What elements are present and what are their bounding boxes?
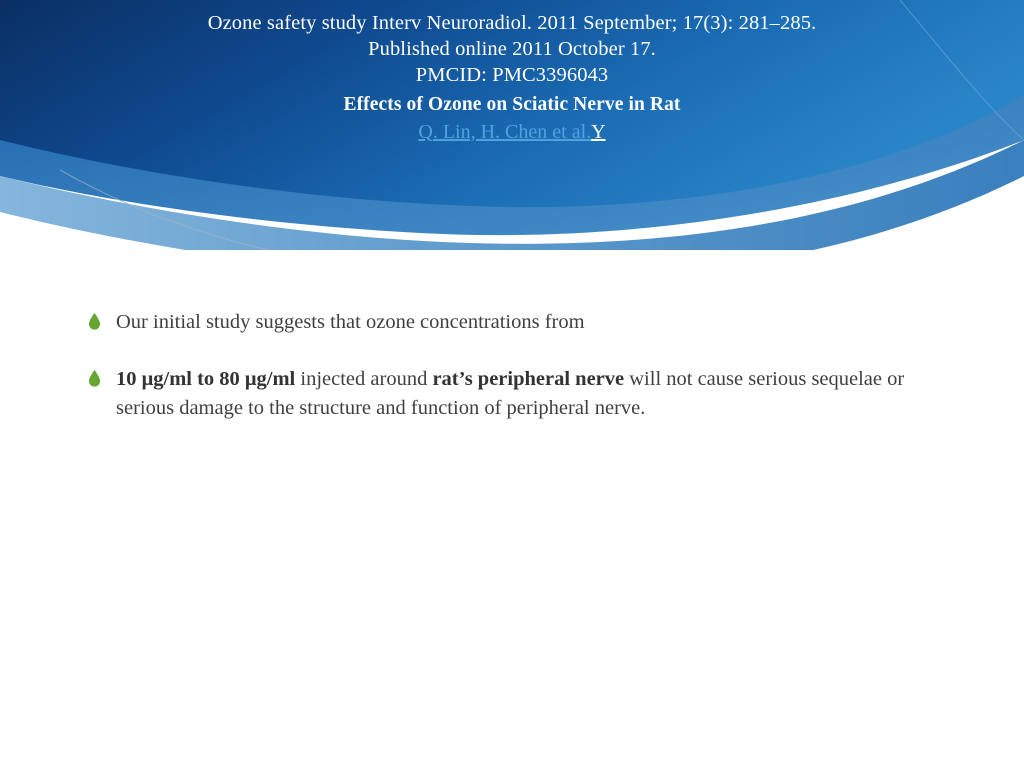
bullet-text-1 [116, 308, 948, 337]
bullet-segment: injected around [300, 368, 433, 391]
title-line-bold: Effects of Ozone on Sciatic Nerve in Rat [343, 93, 681, 115]
bullet-segment-bold: 10 μg/ml to 80 μg/ml [116, 368, 301, 391]
bullet-list [88, 308, 948, 451]
title-line-2: Published online 2011 October 17. [368, 38, 656, 61]
authors-link[interactable]: Q. Lin, H. Chen et al. [418, 120, 592, 143]
list-item [88, 308, 948, 337]
bullet-segment-bold: rat’s peripheral nerve [432, 368, 625, 391]
list-item [88, 365, 948, 423]
title-line-1: Ozone safety study Interv Neuroradiol. 2011 September; 17(3): 281–285. [207, 12, 817, 34]
drop-bullet-icon [88, 365, 116, 391]
title-line-3: PMCID: PMC3396043 [415, 64, 609, 87]
bullet-segment: Our initial study suggests that ozone concentrations from [116, 311, 585, 333]
title-block [0, 10, 1024, 145]
drop-bullet-icon [88, 308, 116, 334]
authors-line [0, 120, 1024, 146]
bullet-segment: will not cause serious sequelae or serious damage to the structure and function of peripheral nerve. [116, 368, 905, 420]
bullet-text-2 [116, 365, 948, 423]
authors-suffix: Y [591, 120, 606, 143]
